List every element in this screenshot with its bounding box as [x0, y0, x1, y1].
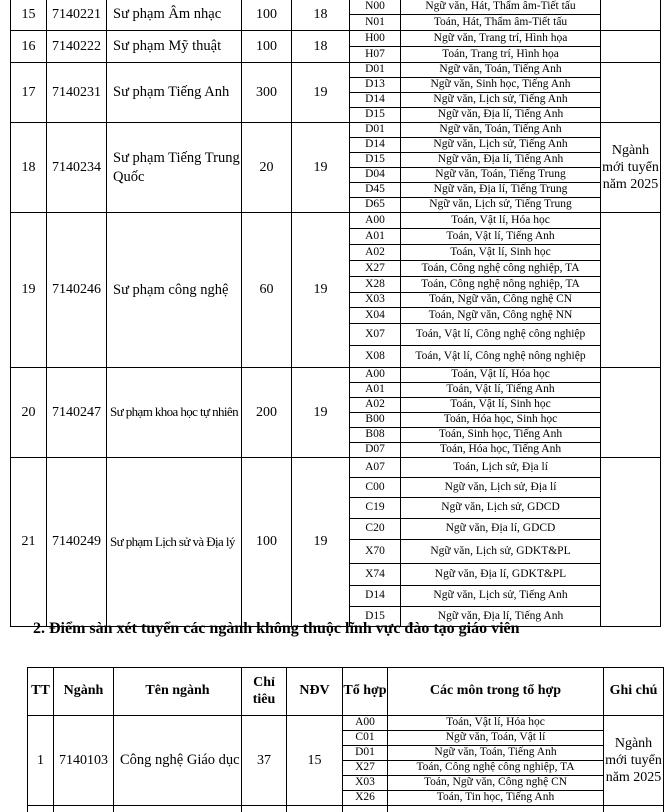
- combo-subjects: Ngữ văn, Lịch sử, Tiếng Trung: [401, 198, 601, 213]
- combo-subjects: Toán, Hóa học, Tiếng Anh: [401, 443, 601, 458]
- combo-code: N01: [350, 15, 401, 31]
- combo-subjects: Ngữ văn, Địa lí, Tiếng Anh: [401, 607, 601, 627]
- threshold-score: 18: [292, 0, 350, 31]
- combo-subjects: Ngữ văn, Lịch sử, GDCD: [401, 498, 601, 519]
- combo-subjects: Toán, Hát, Thẩm âm-Tiết tấu: [401, 15, 601, 31]
- combo-code: A07: [350, 458, 401, 478]
- combo-code: D15: [350, 607, 401, 627]
- combo-subjects: Ngữ văn, Địa lí, GDKT&PL: [401, 564, 601, 586]
- combo-code: X04: [350, 308, 401, 324]
- empty-cell: [388, 806, 604, 812]
- combo-subjects: Ngữ văn, Sinh học, Tiếng Anh: [401, 78, 601, 93]
- combo-subjects: Ngữ văn, Trang trí, Hình họa: [401, 31, 601, 47]
- empty-cell: [54, 806, 114, 812]
- combo-code: N00: [350, 0, 401, 15]
- combo-code: D04: [350, 168, 401, 183]
- major-name: Công nghệ Giáo dục: [114, 716, 242, 806]
- combo-code: C00: [350, 478, 401, 498]
- combo-code: B00: [350, 413, 401, 428]
- other-majors-table: [27, 667, 664, 812]
- empty-cell: [242, 806, 287, 812]
- combo-subjects: Ngữ văn, Toán, Vật lí: [388, 731, 604, 746]
- combo-code: A01: [350, 229, 401, 245]
- major-code: 7140221: [47, 0, 107, 31]
- header-note: Ghi chú: [604, 668, 664, 716]
- note: Ngành mới tuyển năm 2025: [604, 716, 664, 806]
- major-code: 7140246: [47, 213, 107, 368]
- major-row: [11, 123, 661, 138]
- threshold-score: 19: [292, 213, 350, 368]
- major-name: Sư phạm công nghệ: [107, 213, 242, 368]
- combo-subjects: Toán, Trang trí, Hình họa: [401, 47, 601, 63]
- combo-code: D01: [343, 746, 388, 761]
- combo-code: A00: [350, 368, 401, 383]
- combo-subjects: Toán, Tin học, Tiếng Anh: [388, 791, 604, 806]
- quota: 100: [242, 458, 292, 627]
- combo-code: D15: [350, 153, 401, 168]
- combo-subjects: Toán, Công nghệ nông nghiệp, TA: [401, 277, 601, 293]
- combo-subjects: Toán, Vật lí, Công nghệ nông nghiệp: [401, 346, 601, 368]
- combo-code: X27: [350, 261, 401, 277]
- combo-subjects: Toán, Sinh học, Tiếng Anh: [401, 428, 601, 443]
- empty-cell: [604, 806, 664, 812]
- section-heading: 2. Điểm sàn xét tuyển các ngành không thuộc lĩnh vực đào tạo giáo viên: [33, 620, 520, 637]
- header-score: NĐV: [287, 668, 343, 716]
- combo-subjects: Toán, Vật lí, Công nghệ công nghiệp: [401, 324, 601, 346]
- combo-code: X03: [343, 776, 388, 791]
- combo-subjects: Toán, Vật lí, Sinh học: [401, 398, 601, 413]
- combo-subjects: Toán, Ngữ văn, Công nghệ CN: [401, 293, 601, 308]
- combo-subjects: Ngữ văn, Toán, Tiếng Trung: [401, 168, 601, 183]
- major-name: Sư phạm Tiếng Anh: [107, 63, 242, 123]
- major-code: 7140247: [47, 368, 107, 458]
- combo-code: D14: [350, 138, 401, 153]
- major-row: [11, 63, 661, 78]
- table-row: [28, 806, 664, 812]
- row-number: 15: [11, 0, 47, 31]
- row-number: 21: [11, 458, 47, 627]
- combo-code: A01: [350, 383, 401, 398]
- note: [601, 31, 661, 63]
- combo-code: D15: [350, 108, 401, 123]
- major-row: [11, 458, 661, 478]
- combo-code: X27: [343, 761, 388, 776]
- combo-code: D65: [350, 198, 401, 213]
- combo-code: B08: [350, 428, 401, 443]
- combo-subjects: Ngữ văn, Toán, Tiếng Anh: [401, 63, 601, 78]
- combo-subjects: Ngữ văn, Địa lí, GDCD: [401, 519, 601, 540]
- row-number: 16: [11, 31, 47, 63]
- quota: 200: [242, 368, 292, 458]
- row-number: 18: [11, 123, 47, 213]
- combo-subjects: Ngữ văn, Toán, Tiếng Anh: [401, 123, 601, 138]
- combo-code: H07: [350, 47, 401, 63]
- combo-code: X28: [350, 277, 401, 293]
- quota: 100: [242, 0, 292, 31]
- quota: 60: [242, 213, 292, 368]
- combo-code: A00: [350, 213, 401, 229]
- note: [601, 213, 661, 368]
- combo-subjects: Toán, Lịch sử, Địa lí: [401, 458, 601, 478]
- combo-subjects: Toán, Ngữ văn, Công nghệ NN: [401, 308, 601, 324]
- major-name: Sư phạm Mỹ thuật: [107, 31, 242, 63]
- combo-code: C19: [350, 498, 401, 519]
- combo-code: A00: [343, 716, 388, 731]
- note: [601, 368, 661, 458]
- major-code: 7140103: [54, 716, 114, 806]
- row-number: 20: [11, 368, 47, 458]
- quota: 300: [242, 63, 292, 123]
- header-subjects: Các môn trong tổ hợp: [388, 668, 604, 716]
- combo-subjects: Toán, Vật lí, Hóa học: [401, 213, 601, 229]
- combo-subjects: Ngữ văn, Lịch sử, Địa lí: [401, 478, 601, 498]
- combo-code: X26: [343, 791, 388, 806]
- combo-subjects: Ngữ văn, Toán, Tiếng Anh: [388, 746, 604, 761]
- major-row: [11, 213, 661, 229]
- combo-code: C01: [343, 731, 388, 746]
- combo-subjects: Toán, Ngữ văn, Công nghệ CN: [388, 776, 604, 791]
- combo-code: H00: [350, 31, 401, 47]
- quota: 37: [242, 716, 287, 806]
- quota: 100: [242, 31, 292, 63]
- threshold-score: 19: [292, 458, 350, 627]
- combo-subjects: Toán, Công nghệ công nghiệp, TA: [388, 761, 604, 776]
- combo-subjects: Ngữ văn, Địa lí, Tiếng Anh: [401, 108, 601, 123]
- combo-code: D14: [350, 93, 401, 108]
- combo-code: D13: [350, 78, 401, 93]
- combo-code: X08: [350, 346, 401, 368]
- major-code: 7140249: [47, 458, 107, 627]
- quota: 20: [242, 123, 292, 213]
- threshold-score: 19: [292, 123, 350, 213]
- row-number: 1: [28, 716, 54, 806]
- combo-subjects: Ngữ văn, Lịch sử, GDKT&PL: [401, 540, 601, 564]
- major-code: 7140234: [47, 123, 107, 213]
- combo-subjects: Toán, Vật lí, Tiếng Anh: [401, 383, 601, 398]
- threshold-score: 18: [292, 31, 350, 63]
- note: [601, 0, 661, 31]
- combo-subjects: Ngữ văn, Lịch sử, Tiếng Anh: [401, 138, 601, 153]
- major-row: [11, 368, 661, 383]
- header-combo: Tổ hợp: [343, 668, 388, 716]
- combo-subjects: Toán, Hóa học, Sinh học: [401, 413, 601, 428]
- note: Ngành mới tuyển năm 2025: [601, 123, 661, 213]
- combo-subjects: Ngữ văn, Lịch sử, Tiếng Anh: [401, 586, 601, 607]
- combo-code: X03: [350, 293, 401, 308]
- combo-subjects: Ngữ văn, Địa lí, Tiếng Anh: [401, 153, 601, 168]
- major-row: [28, 716, 664, 731]
- major-name: Sư phạm khoa học tự nhiên: [107, 368, 242, 458]
- threshold-score: 19: [292, 368, 350, 458]
- combo-code: X70: [350, 540, 401, 564]
- threshold-score: 15: [287, 716, 343, 806]
- header-name: Tên ngành: [114, 668, 242, 716]
- header-tt: TT: [28, 668, 54, 716]
- row-number: 19: [11, 213, 47, 368]
- major-code: 7140222: [47, 31, 107, 63]
- empty-cell: [287, 806, 343, 812]
- combo-subjects: Toán, Vật lí, Hóa học: [401, 368, 601, 383]
- major-name: Sư phạm Âm nhạc: [107, 0, 242, 31]
- combo-code: D01: [350, 123, 401, 138]
- header-code: Ngành: [54, 668, 114, 716]
- combo-subjects: Ngữ văn, Lịch sử, Tiếng Anh: [401, 93, 601, 108]
- major-code: 7140231: [47, 63, 107, 123]
- combo-subjects: Toán, Vật lí, Tiếng Anh: [401, 229, 601, 245]
- header-row: [28, 668, 664, 716]
- combo-subjects: Toán, Vật lí, Sinh học: [401, 245, 601, 261]
- note: [601, 458, 661, 627]
- empty-cell: [114, 806, 242, 812]
- combo-code: D14: [350, 586, 401, 607]
- combo-code: A02: [350, 398, 401, 413]
- major-name: Sư phạm Lịch sử và Địa lý: [107, 458, 242, 627]
- combo-code: X74: [350, 564, 401, 586]
- major-name: Sư phạm Tiếng Trung Quốc: [107, 123, 242, 213]
- combo-subjects: Toán, Công nghệ công nghiệp, TA: [401, 261, 601, 277]
- combo-code: A02: [350, 245, 401, 261]
- major-row: [11, 0, 661, 15]
- combo-subjects: Ngữ văn, Địa lí, Tiếng Trung: [401, 183, 601, 198]
- note: [601, 63, 661, 123]
- combo-code: X07: [350, 324, 401, 346]
- combo-subjects: Toán, Vật lí, Hóa học: [388, 716, 604, 731]
- combo-subjects: Ngữ văn, Hát, Thẩm âm-Tiết tấu: [401, 0, 601, 15]
- combo-code: D45: [350, 183, 401, 198]
- combo-code: D07: [350, 443, 401, 458]
- empty-cell: [343, 806, 388, 812]
- threshold-score: 19: [292, 63, 350, 123]
- row-number: 17: [11, 63, 47, 123]
- major-row: [11, 31, 661, 47]
- teacher-majors-table: [10, 0, 661, 627]
- empty-cell: [28, 806, 54, 812]
- combo-code: D01: [350, 63, 401, 78]
- combo-code: C20: [350, 519, 401, 540]
- header-quota: Chỉ tiêu: [242, 668, 287, 716]
